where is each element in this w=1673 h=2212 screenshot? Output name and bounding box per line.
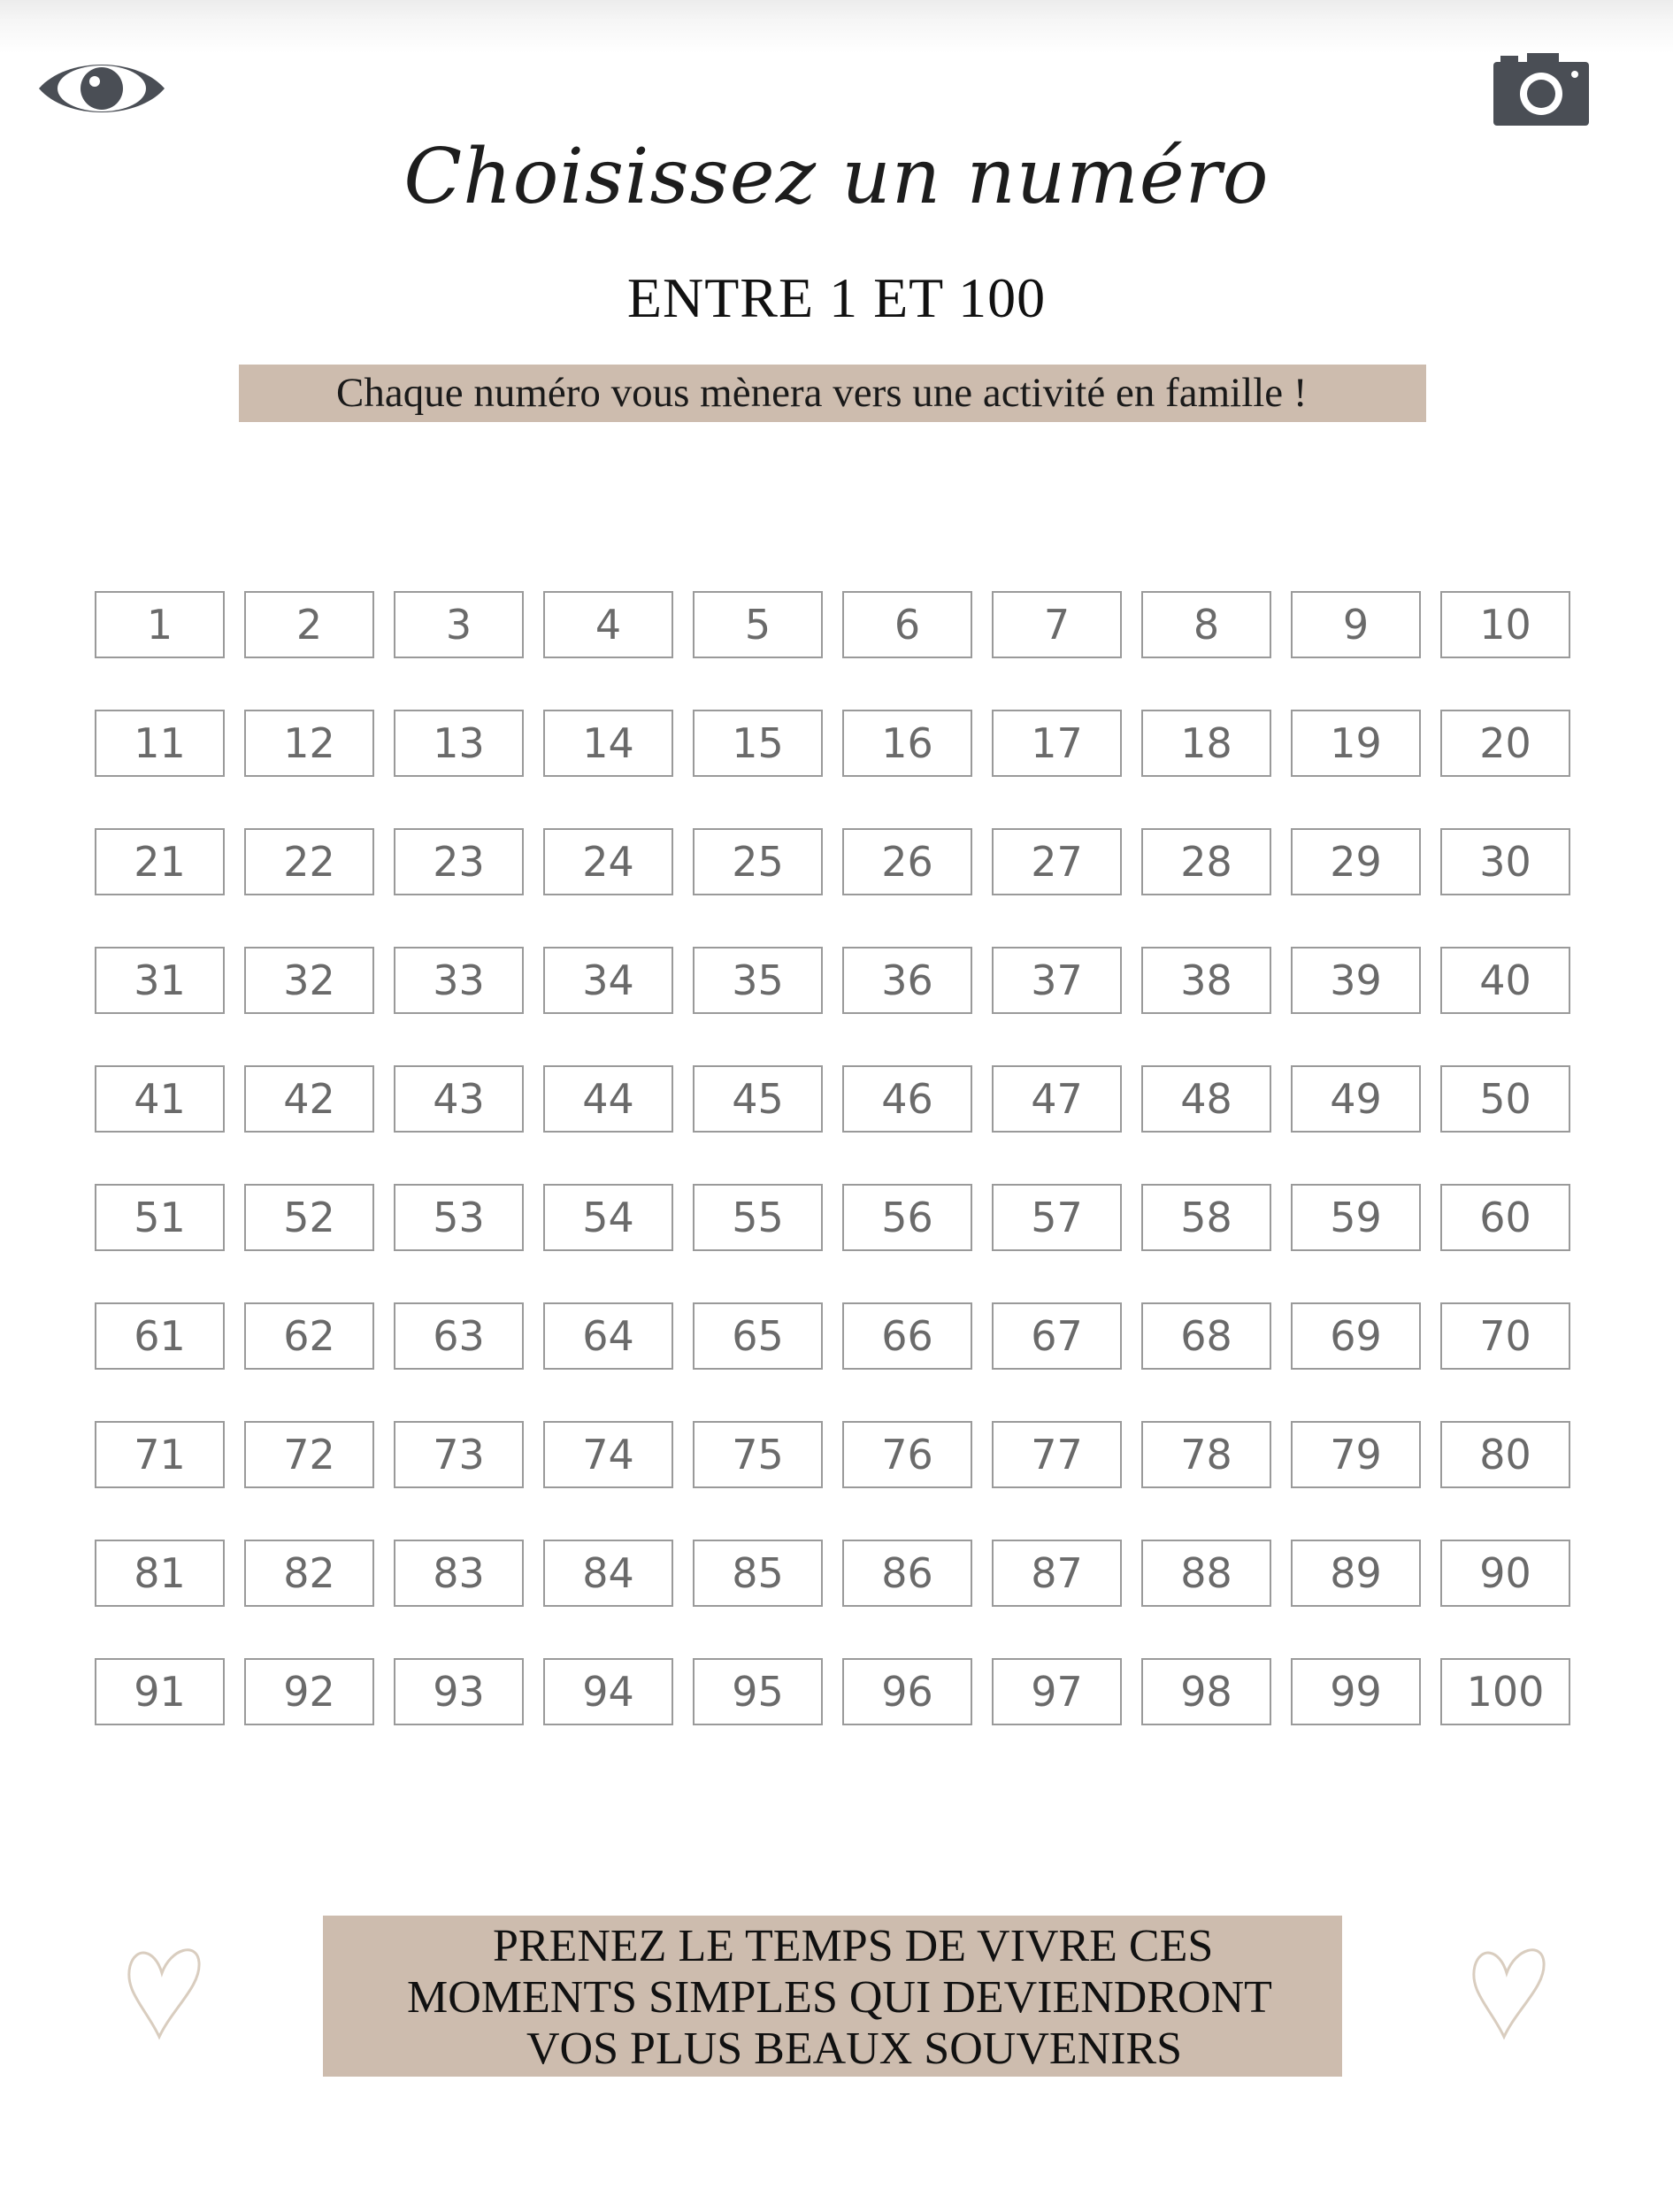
number-cell[interactable]: 79 xyxy=(1291,1421,1421,1488)
number-cell[interactable]: 11 xyxy=(95,710,225,777)
number-cell[interactable]: 7 xyxy=(992,591,1122,658)
number-cell[interactable]: 27 xyxy=(992,828,1122,895)
number-cell[interactable]: 36 xyxy=(842,947,972,1014)
number-cell[interactable]: 14 xyxy=(543,710,673,777)
number-cell[interactable]: 76 xyxy=(842,1421,972,1488)
number-cell[interactable]: 13 xyxy=(394,710,524,777)
number-cell[interactable]: 67 xyxy=(992,1302,1122,1370)
number-cell[interactable]: 56 xyxy=(842,1184,972,1251)
number-cell[interactable]: 23 xyxy=(394,828,524,895)
number-cell[interactable]: 44 xyxy=(543,1065,673,1133)
footer-line: VOS PLUS BEAUX SOUVENIRS xyxy=(526,2024,1183,2074)
number-cell[interactable]: 32 xyxy=(244,947,374,1014)
number-cell[interactable]: 87 xyxy=(992,1540,1122,1607)
number-cell[interactable]: 29 xyxy=(1291,828,1421,895)
number-cell[interactable]: 68 xyxy=(1141,1302,1271,1370)
number-cell[interactable]: 18 xyxy=(1141,710,1271,777)
number-cell[interactable]: 60 xyxy=(1440,1184,1570,1251)
number-cell[interactable]: 66 xyxy=(842,1302,972,1370)
number-cell[interactable]: 33 xyxy=(394,947,524,1014)
number-cell[interactable]: 63 xyxy=(394,1302,524,1370)
number-cell[interactable]: 95 xyxy=(693,1658,823,1725)
number-cell[interactable]: 61 xyxy=(95,1302,225,1370)
number-cell[interactable]: 46 xyxy=(842,1065,972,1133)
number-cell[interactable]: 34 xyxy=(543,947,673,1014)
footer-line: MOMENTS SIMPLES QUI DEVIENDRONT xyxy=(407,1972,1272,2023)
number-cell[interactable]: 52 xyxy=(244,1184,374,1251)
number-cell[interactable]: 10 xyxy=(1440,591,1570,658)
number-cell[interactable]: 98 xyxy=(1141,1658,1271,1725)
number-cell[interactable]: 84 xyxy=(543,1540,673,1607)
number-cell[interactable]: 93 xyxy=(394,1658,524,1725)
number-cell[interactable]: 5 xyxy=(693,591,823,658)
number-cell[interactable]: 71 xyxy=(95,1421,225,1488)
number-cell[interactable]: 3 xyxy=(394,591,524,658)
number-cell[interactable]: 83 xyxy=(394,1540,524,1607)
number-cell[interactable]: 73 xyxy=(394,1421,524,1488)
number-cell[interactable]: 69 xyxy=(1291,1302,1421,1370)
number-cell[interactable]: 78 xyxy=(1141,1421,1271,1488)
intro-banner: Chaque numéro vous mènera vers une activité en famille ! xyxy=(239,365,1426,422)
number-grid xyxy=(95,591,1570,1725)
number-cell[interactable]: 88 xyxy=(1141,1540,1271,1607)
number-cell[interactable]: 31 xyxy=(95,947,225,1014)
number-cell[interactable]: 45 xyxy=(693,1065,823,1133)
number-cell[interactable]: 62 xyxy=(244,1302,374,1370)
number-cell[interactable]: 74 xyxy=(543,1421,673,1488)
number-cell[interactable]: 81 xyxy=(95,1540,225,1607)
number-cell[interactable]: 8 xyxy=(1141,591,1271,658)
number-cell[interactable]: 39 xyxy=(1291,947,1421,1014)
number-cell[interactable]: 6 xyxy=(842,591,972,658)
number-cell[interactable]: 38 xyxy=(1141,947,1271,1014)
number-cell[interactable]: 4 xyxy=(543,591,673,658)
number-cell[interactable]: 37 xyxy=(992,947,1122,1014)
number-cell[interactable]: 49 xyxy=(1291,1065,1421,1133)
number-cell[interactable]: 26 xyxy=(842,828,972,895)
eye-icon[interactable] xyxy=(35,53,168,124)
number-cell[interactable]: 41 xyxy=(95,1065,225,1133)
number-cell[interactable]: 24 xyxy=(543,828,673,895)
number-cell[interactable]: 100 xyxy=(1440,1658,1570,1725)
heart-icon xyxy=(119,1938,203,2044)
number-cell[interactable]: 92 xyxy=(244,1658,374,1725)
number-cell[interactable]: 40 xyxy=(1440,947,1570,1014)
number-cell[interactable]: 9 xyxy=(1291,591,1421,658)
number-cell[interactable]: 35 xyxy=(693,947,823,1014)
number-cell[interactable]: 20 xyxy=(1440,710,1570,777)
camera-icon[interactable] xyxy=(1493,53,1591,126)
number-cell[interactable]: 43 xyxy=(394,1065,524,1133)
number-cell[interactable]: 17 xyxy=(992,710,1122,777)
footer-line: PRENEZ LE TEMPS DE VIVRE CES xyxy=(493,1921,1214,1971)
number-cell[interactable]: 82 xyxy=(244,1540,374,1607)
number-cell[interactable]: 94 xyxy=(543,1658,673,1725)
number-cell[interactable]: 22 xyxy=(244,828,374,895)
top-fade xyxy=(0,0,1673,53)
number-cell[interactable]: 28 xyxy=(1141,828,1271,895)
number-cell[interactable]: 99 xyxy=(1291,1658,1421,1725)
number-cell[interactable]: 89 xyxy=(1291,1540,1421,1607)
number-cell[interactable]: 64 xyxy=(543,1302,673,1370)
number-cell[interactable]: 15 xyxy=(693,710,823,777)
number-cell[interactable]: 86 xyxy=(842,1540,972,1607)
number-cell[interactable]: 70 xyxy=(1440,1302,1570,1370)
number-cell[interactable]: 19 xyxy=(1291,710,1421,777)
number-cell[interactable]: 47 xyxy=(992,1065,1122,1133)
number-cell[interactable]: 75 xyxy=(693,1421,823,1488)
number-cell[interactable]: 25 xyxy=(693,828,823,895)
number-cell[interactable]: 42 xyxy=(244,1065,374,1133)
number-cell[interactable]: 21 xyxy=(95,828,225,895)
number-cell[interactable]: 57 xyxy=(992,1184,1122,1251)
number-cell[interactable]: 97 xyxy=(992,1658,1122,1725)
number-cell[interactable]: 90 xyxy=(1440,1540,1570,1607)
number-cell[interactable]: 59 xyxy=(1291,1184,1421,1251)
number-cell[interactable]: 54 xyxy=(543,1184,673,1251)
page-title: Choisissez un numéro xyxy=(403,133,1270,221)
number-cell[interactable]: 55 xyxy=(693,1184,823,1251)
number-cell[interactable]: 91 xyxy=(95,1658,225,1725)
number-cell[interactable]: 58 xyxy=(1141,1184,1271,1251)
number-cell[interactable]: 77 xyxy=(992,1421,1122,1488)
footer-message xyxy=(323,1916,1342,2077)
number-cell[interactable]: 53 xyxy=(394,1184,524,1251)
number-cell[interactable]: 2 xyxy=(244,591,374,658)
number-cell[interactable]: 12 xyxy=(244,710,374,777)
number-cell[interactable]: 80 xyxy=(1440,1421,1570,1488)
heart-icon xyxy=(1464,1938,1548,2044)
page-subtitle: ENTRE 1 ET 100 xyxy=(626,266,1047,329)
number-cell[interactable]: 1 xyxy=(95,591,225,658)
number-cell[interactable]: 16 xyxy=(842,710,972,777)
number-cell[interactable]: 72 xyxy=(244,1421,374,1488)
number-cell[interactable]: 30 xyxy=(1440,828,1570,895)
number-cell[interactable]: 50 xyxy=(1440,1065,1570,1133)
number-cell[interactable]: 96 xyxy=(842,1658,972,1725)
number-cell[interactable]: 65 xyxy=(693,1302,823,1370)
number-cell[interactable]: 48 xyxy=(1141,1065,1271,1133)
number-cell[interactable]: 85 xyxy=(693,1540,823,1607)
number-cell[interactable]: 51 xyxy=(95,1184,225,1251)
